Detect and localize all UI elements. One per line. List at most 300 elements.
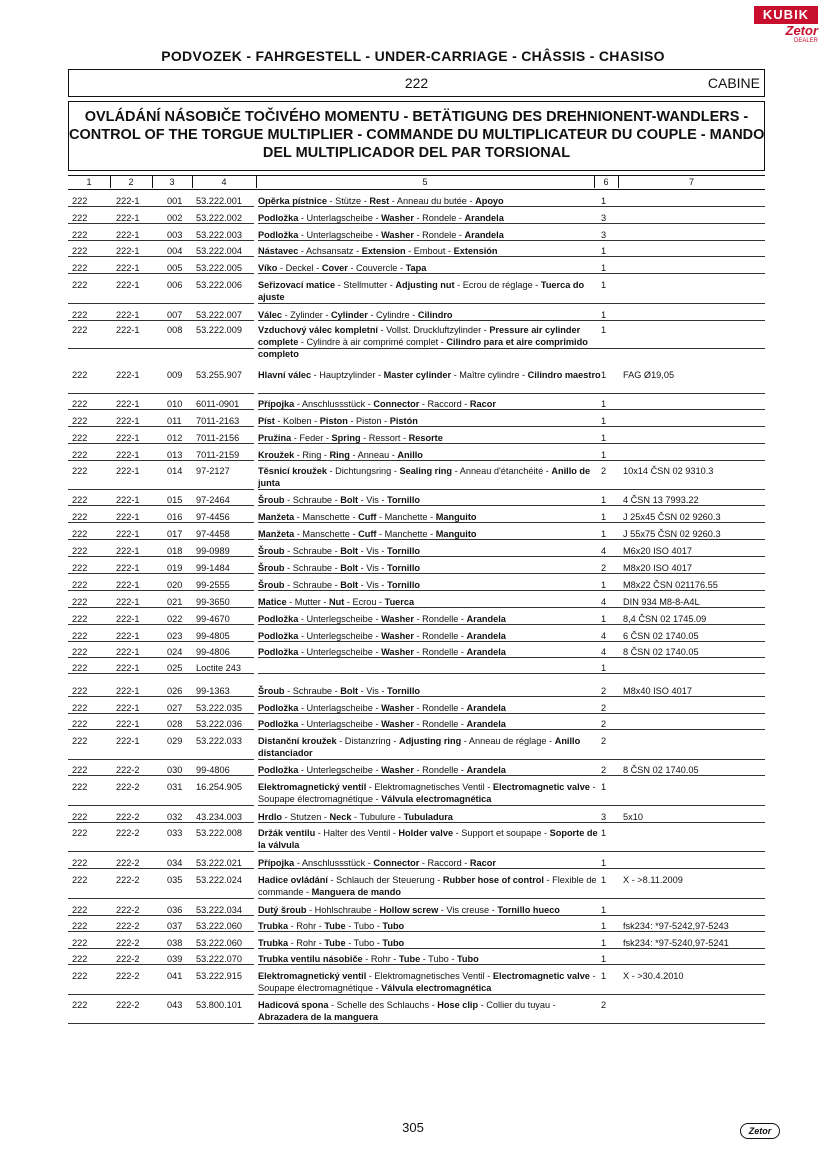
cell-group: 222	[72, 719, 88, 729]
cell-part-number: 7011-2159	[196, 450, 240, 460]
cell-group: 222	[72, 954, 88, 964]
cell-position: 025	[167, 663, 183, 673]
cell-subgroup: 222-1	[116, 370, 140, 380]
cell-description	[258, 735, 603, 759]
group-code: 222	[404, 75, 429, 91]
row-underline-left	[68, 489, 254, 490]
description-es: Arandela	[464, 213, 504, 223]
description-rest2: - Manchette -	[376, 512, 436, 522]
row-underline-right	[258, 443, 765, 444]
logo-kubik: KUBIK	[754, 6, 818, 24]
cell-note: fsk234: *97-5242,97-5243	[623, 921, 729, 931]
description-es: Tubuladura	[403, 812, 453, 822]
description-en: Washer	[381, 614, 414, 624]
description-rest2: - Rondelle -	[413, 614, 467, 624]
description-en: Washer	[381, 765, 414, 775]
description-rest2: - Rondele -	[413, 230, 465, 240]
description-rest2: - Soupape électromagnétique -	[258, 971, 596, 993]
description-rest2: - Rondelle -	[413, 703, 467, 713]
row-underline-left	[68, 851, 254, 852]
cell-part-number: 97-4456	[196, 512, 230, 522]
description-rest: - Schraube -	[284, 563, 341, 573]
description-es: Tornillo	[387, 495, 421, 505]
row-underline-left	[68, 573, 254, 574]
cell-position: 004	[167, 246, 183, 256]
cell-subgroup: 222-2	[116, 782, 140, 792]
cell-group: 222	[72, 580, 88, 590]
cell-position: 005	[167, 263, 183, 273]
row-underline-left	[68, 641, 254, 642]
cell-subgroup: 222-2	[116, 971, 140, 981]
description-cz: Podložka	[258, 765, 299, 775]
cell-description	[258, 970, 603, 994]
description-en: Bolt	[340, 546, 359, 556]
description-en: Bolt	[340, 686, 359, 696]
description-es: Tuerca	[384, 597, 415, 607]
cell-part-number: 99-4805	[196, 631, 230, 641]
description-en: Pressure air cylinder complete	[258, 325, 581, 347]
cell-description	[258, 369, 603, 381]
row-underline-left	[68, 320, 254, 321]
cell-subgroup: 222-1	[116, 719, 140, 729]
description-rest: - Schraube -	[284, 546, 341, 556]
cell-quantity: 1	[601, 580, 607, 590]
description-rest: - Anschlussstück -	[294, 399, 374, 409]
cell-note: 10x14 ČSN 02 9310.3	[623, 466, 714, 476]
cell-quantity: 1	[601, 921, 607, 931]
cell-quantity: 1	[601, 512, 607, 522]
cell-position: 027	[167, 703, 183, 713]
row-underline-left	[68, 256, 254, 257]
description-en: Tube	[398, 954, 421, 964]
cell-quantity: 4	[601, 597, 607, 607]
row-underline-right	[258, 948, 765, 949]
cell-part-number: 53.222.007	[196, 310, 242, 320]
description-es: Anillo	[397, 450, 423, 460]
cell-note: DIN 934 M8-8-A4L	[623, 597, 700, 607]
cell-quantity: 1	[601, 416, 607, 426]
cell-quantity: 1	[601, 954, 607, 964]
cell-subgroup: 222-2	[116, 921, 140, 931]
row-underline-left	[68, 931, 254, 932]
description-rest: - Unterlegscheibe -	[298, 647, 382, 657]
cell-group: 222	[72, 196, 88, 206]
row-underline-left	[68, 994, 254, 995]
cell-group: 222	[72, 512, 88, 522]
description-cz: Trubka	[258, 938, 289, 948]
description-cz: Těsnicí kroužek	[258, 466, 327, 476]
cell-position: 043	[167, 1000, 183, 1010]
cell-position: 032	[167, 812, 183, 822]
description-rest2: - Cylindre à air comprimé complet -	[298, 337, 447, 347]
cell-subgroup: 222-1	[116, 686, 140, 696]
kubik-zetor-logo	[754, 6, 818, 46]
row-underline-right	[258, 489, 765, 490]
description-rest: - Unterlegscheibe -	[298, 614, 382, 624]
cell-quantity: 1	[601, 433, 607, 443]
row-underline-right	[258, 348, 765, 349]
cell-group: 222	[72, 280, 88, 290]
description-en: Hollow screw	[379, 905, 439, 915]
cell-note: 5x10	[623, 812, 643, 822]
row-underline-right	[258, 256, 765, 257]
description-es: Tornillo	[387, 563, 421, 573]
description-rest2: - Embout -	[405, 246, 454, 256]
description-rest2: - Tubo -	[420, 954, 457, 964]
row-underline-left	[68, 657, 254, 658]
cell-subgroup: 222-1	[116, 325, 140, 335]
logo-dealer: DEALER	[793, 38, 818, 44]
description-en: Bolt	[340, 580, 359, 590]
cell-group: 222	[72, 875, 88, 885]
cell-group: 222	[72, 263, 88, 273]
description-rest2: - Rondele -	[413, 213, 465, 223]
col-header-3: 3	[169, 177, 175, 187]
description-en: Cuff	[358, 512, 377, 522]
cell-position: 024	[167, 647, 183, 657]
cell-quantity: 4	[601, 546, 607, 556]
row-underline-right	[258, 409, 765, 410]
cell-group: 222	[72, 416, 88, 426]
description-rest: - Stellmutter -	[335, 280, 396, 290]
cell-position: 028	[167, 719, 183, 729]
cell-part-number: 97-4458	[196, 529, 230, 539]
cell-group: 222	[72, 466, 88, 476]
description-en: Bolt	[340, 563, 359, 573]
description-rest2: - Anneau du butée -	[389, 196, 476, 206]
cell-position: 012	[167, 433, 183, 443]
description-en: Rubber hose of control	[442, 875, 544, 885]
cell-quantity: 1	[601, 370, 607, 380]
row-underline-right	[258, 657, 765, 658]
row-underline-right	[258, 522, 765, 523]
cell-part-number: 7011-2163	[196, 416, 240, 426]
description-en: Washer	[381, 631, 414, 641]
description-rest2: - Support et soupape -	[453, 828, 550, 838]
description-rest2: - Vis -	[358, 546, 388, 556]
cell-subgroup: 222-1	[116, 416, 140, 426]
cell-subgroup: 222-1	[116, 597, 140, 607]
cell-subgroup: 222-2	[116, 905, 140, 915]
description-es: Abrazadera de la manguera	[258, 1012, 378, 1022]
cell-subgroup: 222-2	[116, 938, 140, 948]
description-es: Arandela	[466, 631, 506, 641]
row-underline-left	[68, 964, 254, 965]
cell-position: 016	[167, 512, 183, 522]
cell-quantity: 2	[601, 703, 607, 713]
description-es: Manguito	[435, 512, 477, 522]
cell-group: 222	[72, 450, 88, 460]
row-underline-right	[258, 898, 765, 899]
row-underline-left	[68, 393, 254, 394]
cell-subgroup: 222-1	[116, 736, 140, 746]
description-rest: - Elektromagnetisches Ventil -	[366, 782, 493, 792]
description-rest: - Schraube -	[284, 495, 341, 505]
logo-zetor: Zetor	[785, 23, 818, 38]
description-es: Tuerca do ajuste	[258, 280, 585, 302]
cell-group: 222	[72, 663, 88, 673]
cell-part-number: 99-4806	[196, 765, 230, 775]
cell-quantity: 1	[601, 399, 607, 409]
description-en: Piston	[319, 416, 348, 426]
cell-subgroup: 222-2	[116, 858, 140, 868]
description-rest: - Rohr -	[362, 954, 399, 964]
cell-group: 222	[72, 938, 88, 948]
description-es: Cilindro maestro	[527, 370, 601, 380]
cell-position: 018	[167, 546, 183, 556]
col-header-2: 2	[128, 177, 134, 187]
cell-subgroup: 222-1	[116, 230, 140, 240]
description-rest: - Hohlschraube -	[306, 905, 380, 915]
cell-group: 222	[72, 213, 88, 223]
cell-position: 033	[167, 828, 183, 838]
description-rest2: - Flexible de commande -	[258, 875, 597, 897]
col-header-7: 7	[688, 177, 694, 187]
title-line-2: CONTROL OF THE TORGUE MULTIPLIER - COMMANDE DU MULTIPLICATEUR DU COUPLE - MANDO	[69, 127, 765, 143]
cell-part-number: 53.222.036	[196, 719, 242, 729]
description-cz: Vzduchový válec kompletní	[258, 325, 378, 335]
cell-part-number: 53.222.006	[196, 280, 242, 290]
description-es: Anillo distanciador	[258, 736, 581, 758]
row-underline-right	[258, 590, 765, 591]
cell-position: 010	[167, 399, 183, 409]
cell-subgroup: 222-1	[116, 580, 140, 590]
description-en: Washer	[381, 213, 414, 223]
description-cz: Píst	[258, 416, 275, 426]
description-es: Extensión	[453, 246, 498, 256]
row-underline-right	[258, 273, 765, 274]
cell-subgroup: 222-2	[116, 954, 140, 964]
cell-subgroup: 222-1	[116, 399, 140, 409]
cell-quantity: 2	[601, 765, 607, 775]
description-en: Master cylinder	[383, 370, 452, 380]
cell-note: M8x22 ČSN 021176.55	[623, 580, 718, 590]
cell-group: 222	[72, 703, 88, 713]
cell-group: 222	[72, 647, 88, 657]
cell-subgroup: 222-1	[116, 647, 140, 657]
description-cz: Podložka	[258, 213, 299, 223]
cell-quantity: 1	[601, 495, 607, 505]
cell-note: J 25x45 ČSN 02 9260.3	[623, 512, 721, 522]
description-rest2: - Rondelle -	[413, 765, 467, 775]
description-rest: - Unterlagscheibe -	[298, 213, 382, 223]
description-cz: Manžeta	[258, 512, 295, 522]
cell-subgroup: 222-1	[116, 433, 140, 443]
description-cz: Elektromagnetický ventil	[258, 971, 367, 981]
description-rest: - Unterlegscheibe -	[298, 631, 382, 641]
description-cz: Pružina	[258, 433, 292, 443]
description-en: Washer	[381, 719, 414, 729]
row-underline-left	[68, 590, 254, 591]
description-rest2: - Rondelle -	[413, 647, 467, 657]
cell-note: X - >30.4.2010	[623, 971, 684, 981]
description-es: Válvula electromagnética	[381, 794, 492, 804]
description-cz: Šroub	[258, 495, 285, 505]
cell-part-number: 53.222.005	[196, 263, 242, 273]
cell-quantity: 2	[601, 719, 607, 729]
cell-quantity: 1	[601, 280, 607, 290]
cell-group: 222	[72, 736, 88, 746]
row-underline-right	[258, 713, 765, 714]
description-rest: - Deckel -	[277, 263, 322, 273]
cell-subgroup: 222-1	[116, 466, 140, 476]
cell-description	[258, 465, 603, 489]
cell-position: 039	[167, 954, 183, 964]
description-rest: - Feder -	[291, 433, 332, 443]
cell-part-number: 43.234.003	[196, 812, 242, 822]
cell-position: 035	[167, 875, 183, 885]
description-en: Neck	[329, 812, 352, 822]
cell-position: 022	[167, 614, 183, 624]
description-cz: Podložka	[258, 631, 299, 641]
description-cz: Válec	[258, 310, 283, 320]
description-es: Arandela	[466, 719, 506, 729]
cell-part-number: 53.222.060	[196, 938, 242, 948]
cell-position: 041	[167, 971, 183, 981]
cell-description	[258, 781, 603, 805]
row-underline-left	[68, 273, 254, 274]
row-underline-right	[258, 556, 765, 557]
cell-note: fsk234: *97-5240,97-5241	[623, 938, 729, 948]
description-es: Tornillo	[387, 546, 421, 556]
description-rest: - Stütze -	[326, 196, 370, 206]
description-cz: Držák ventilu	[258, 828, 316, 838]
cell-quantity: 1	[601, 905, 607, 915]
cell-position: 006	[167, 280, 183, 290]
description-rest: - Kolben -	[274, 416, 320, 426]
col-header-4: 4	[221, 177, 227, 187]
description-rest: - Elektromagnetisches Ventil -	[366, 971, 493, 981]
description-en: Connector	[373, 858, 420, 868]
description-rest2: - Piston -	[347, 416, 390, 426]
cell-group: 222	[72, 563, 88, 573]
row-underline-left	[68, 607, 254, 608]
section-title	[68, 101, 765, 171]
cell-quantity: 1	[601, 858, 607, 868]
row-underline-left	[68, 696, 254, 697]
row-underline-left	[68, 775, 254, 776]
description-es: Soporte de la válvula	[258, 828, 598, 850]
cell-part-number: 53.222.004	[196, 246, 242, 256]
row-underline-left	[68, 805, 254, 806]
cell-quantity: 3	[601, 213, 607, 223]
description-rest2: - Tubo -	[345, 938, 383, 948]
row-underline-right	[258, 505, 765, 506]
row-underline-right	[258, 822, 765, 823]
description-rest: - Schraube -	[284, 686, 341, 696]
cell-position: 009	[167, 370, 183, 380]
description-cz: Distanční kroužek	[258, 736, 337, 746]
description-cz: Podložka	[258, 614, 299, 624]
cell-position: 037	[167, 921, 183, 931]
cell-part-number: 6011-0901	[196, 399, 240, 409]
row-underline-right	[258, 624, 765, 625]
cell-position: 034	[167, 858, 183, 868]
description-cz: Šroub	[258, 563, 285, 573]
cell-part-number: 99-1484	[196, 563, 230, 573]
description-cz: Seřizovací matice	[258, 280, 336, 290]
description-es: Cilindro para et aire comprimido completo	[258, 337, 588, 359]
description-en: Adjusting ring	[398, 736, 462, 746]
description-es: Válvula electromagnética	[381, 983, 492, 993]
cell-quantity: 1	[601, 196, 607, 206]
row-underline-right	[258, 696, 765, 697]
description-rest: - Manschette -	[294, 529, 359, 539]
description-rest: - Unterlegscheibe -	[298, 765, 382, 775]
description-en: Extension	[361, 246, 406, 256]
row-underline-left	[68, 713, 254, 714]
cell-part-number: 53.222.915	[196, 971, 242, 981]
description-rest2: - Vis -	[358, 495, 388, 505]
description-rest2: - Vis -	[358, 580, 388, 590]
row-underline-right	[258, 931, 765, 932]
description-rest2: - Anneau de réglage -	[461, 736, 555, 746]
row-underline-left	[68, 539, 254, 540]
cell-part-number: 97-2127	[196, 466, 230, 476]
description-cz: Trubka	[258, 921, 289, 931]
cell-position: 021	[167, 597, 183, 607]
description-en: Ring	[329, 450, 350, 460]
description-rest: - Dichtungsring -	[326, 466, 400, 476]
description-es: Arandela	[466, 765, 506, 775]
description-rest2: - Rondelle -	[413, 631, 467, 641]
cell-note: J 55x75 ČSN 02 9260.3	[623, 529, 721, 539]
cell-part-number: 99-0989	[196, 546, 230, 556]
description-rest: - Halter des Ventil -	[315, 828, 399, 838]
description-rest2: - Manchette -	[376, 529, 436, 539]
cell-note: 8,4 ČSN 02 1745.09	[623, 614, 707, 624]
description-en: Cylinder	[331, 310, 368, 320]
description-cz: Přípojka	[258, 399, 295, 409]
description-en: Washer	[381, 703, 414, 713]
description-rest: - Hauptzylinder -	[311, 370, 384, 380]
cell-subgroup: 222-1	[116, 310, 140, 320]
description-en: Rest	[369, 196, 390, 206]
group-name: CABINE	[707, 75, 760, 91]
cell-part-number: 53.222.021	[196, 858, 242, 868]
cell-group: 222	[72, 597, 88, 607]
description-es: Tubo	[382, 921, 405, 931]
description-rest: - Distanzring -	[336, 736, 399, 746]
description-cz: Šroub	[258, 686, 285, 696]
cell-position: 023	[167, 631, 183, 641]
description-rest2: - Rondelle -	[413, 719, 467, 729]
row-underline-left	[68, 348, 254, 349]
row-underline-left	[68, 729, 254, 730]
description-es: Tubo	[382, 938, 405, 948]
row-underline-left	[68, 223, 254, 224]
cell-subgroup: 222-1	[116, 663, 140, 673]
cell-note: M8x40 ISO 4017	[623, 686, 692, 696]
description-cz: Opěrka pístnice	[258, 196, 327, 206]
description-cz: Elektromagnetický ventil	[258, 782, 367, 792]
description-cz: Kroužek	[258, 450, 295, 460]
cell-group: 222	[72, 765, 88, 775]
description-es: Anillo de junta	[258, 466, 591, 488]
row-underline-left	[68, 505, 254, 506]
description-rest: - Ring -	[294, 450, 330, 460]
cell-group: 222	[72, 614, 88, 624]
description-en: Connector	[373, 399, 420, 409]
description-rest2: - Collier du tuyau -	[478, 1000, 556, 1010]
cell-subgroup: 222-1	[116, 280, 140, 290]
cell-subgroup: 222-1	[116, 614, 140, 624]
cell-position: 019	[167, 563, 183, 573]
description-en: Sealing ring	[399, 466, 453, 476]
row-underline-right	[258, 805, 765, 806]
description-rest2: - Raccord -	[419, 858, 470, 868]
description-rest: - Rohr -	[288, 938, 325, 948]
